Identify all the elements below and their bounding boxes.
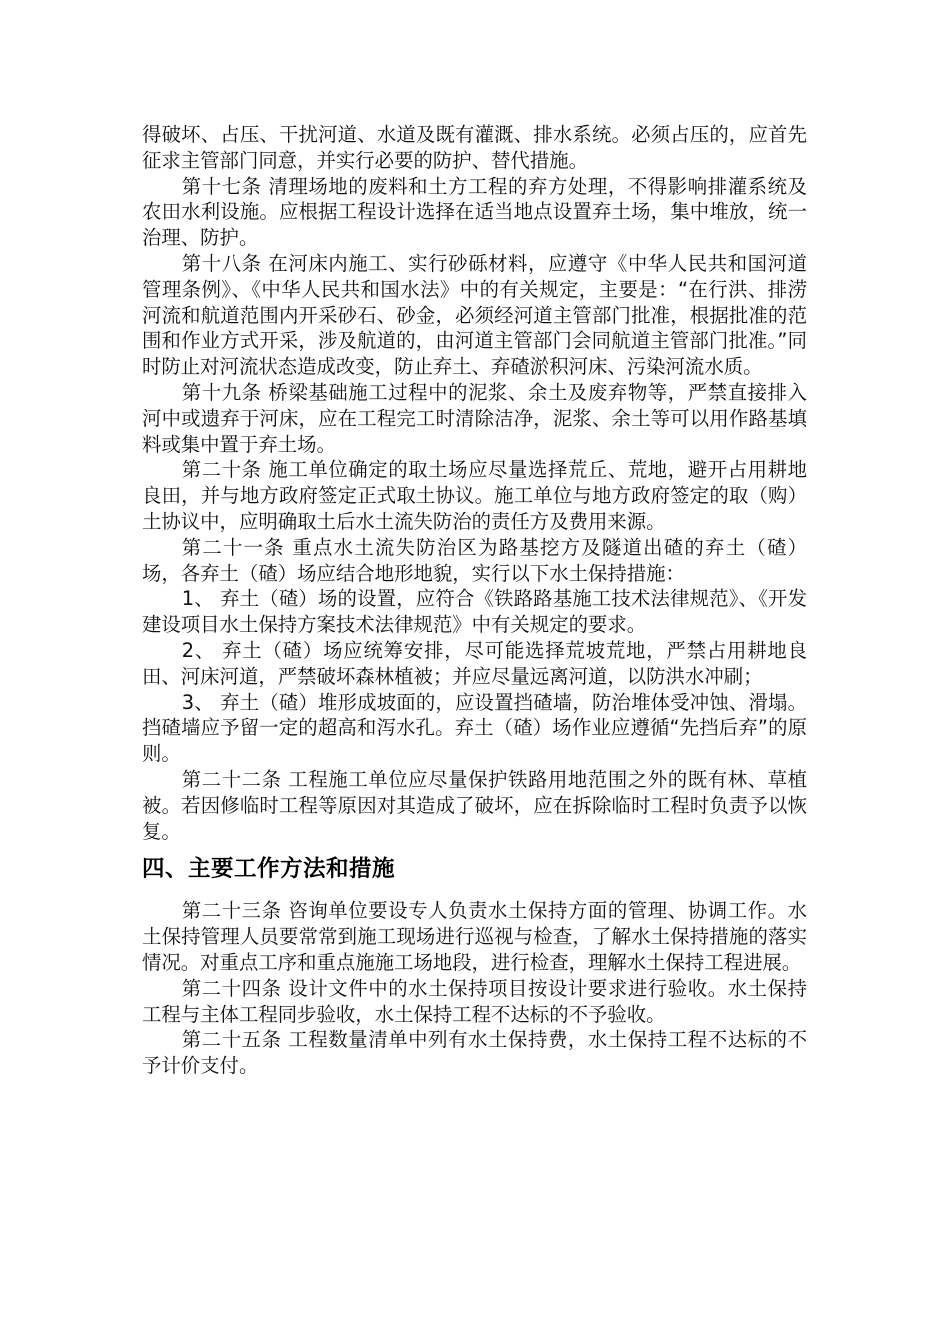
- paragraph-article-24: 第二十四条 设计文件中的水土保持项目按设计要求进行验收。水土保持工程与主体工程同步验收，水土保持工程不达标的不予验收。: [142, 976, 807, 1026]
- paragraph-article-18: 第十八条 在河床内施工、实行砂砾材料，应遵守《中华人民共和国河道管理条例》、《中华人民共和国水法》中的有关规定，主要是：“在行洪、排涝河流和航道范围内开采砂石、砂金，必须经河道主管部门批准，根据批准的范围和作业方式开采，涉及航道的，由河道主管部门会同航道主管部门批准。”同时防止对河流状态造成改变，防止弃土、弃碴淤积河床、污染河流水质。: [142, 251, 807, 379]
- paragraph-article-19: 第十九条 桥梁基础施工过程中的泥浆、余土及废弃物等，严禁直接排入河中或遗弃于河床，应在工程完工时清除洁净，泥浆、余土等可以用作路基填料或集中置于弃土场。: [142, 380, 807, 456]
- list-item-1: 1、 弃土（碴）场的设置，应符合《铁路路基施工技术法律规范》、《开发建设项目水土保持方案技术法律规范》中有关规定的要求。: [142, 587, 807, 637]
- paragraph-article-25: 第二十五条 工程数量清单中列有水土保持费，水土保持工程不达标的不予计价支付。: [142, 1028, 807, 1078]
- paragraph-continuation: 得破坏、占压、干扰河道、水道及既有灌溉、排水系统。必须占压的，应首先征求主管部门同意，并实行必要的防护、替代措施。: [142, 123, 807, 172]
- list-item-3: 3、 弃土（碴）堆形成坡面的，应设置挡碴墙，防治堆体受冲蚀、滑塌。挡碴墙应予留一定的超高和泻水孔。弃土（碴）场作业应遵循“先挡后弃”的原则。: [142, 690, 807, 766]
- paragraph-article-23: 第二十三条 咨询单位要设专人负责水土保持方面的管理、协调工作。水土保持管理人员要常常到施工现场进行巡视与检查，了解水土保持措施的落实情况。对重点工序和重点施施工场地段，进行检查，理解水土保持工程进展。: [142, 899, 807, 974]
- paragraph-article-22: 第二十二条 工程施工单位应尽量保护铁路用地范围之外的既有林、草植被。若因修临时工程等原因对其造成了破坏，应在拆除临时工程时负责予以恢复。: [142, 767, 807, 843]
- paragraph-article-20: 第二十条 施工单位确定的取土场应尽量选择荒丘、荒地，避开占用耕地良田，并与地方政府签定正式取土协议。施工单位与地方政府签定的取（购）土协议中，应明确取土后水土流失防治的责任方及费用来源。: [142, 458, 807, 533]
- document-page: [142, 122, 807, 1079]
- paragraph-article-17: 第十七条 清理场地的废料和土方工程的弃方处理，不得影响排灌系统及农田水利设施。应根据工程设计选择在适当地点设置弃土场，集中堆放，统一治理、防护。: [142, 174, 807, 250]
- paragraph-article-21: 第二十一条 重点水土流失防治区为路基挖方及隧道出碴的弃土（碴）场，各弃土（碴）场应结合地形地貌，实行以下水土保持措施：: [142, 535, 807, 585]
- list-item-2: 2、 弃土（碴）场应统筹安排，尽可能选择荒坡荒地，严禁占用耕地良田、河床河道，严禁破坏森林植被；并应尽量远离河道，以防洪水冲刷；: [142, 638, 807, 688]
- section-heading: 四、主要工作方法和措施: [142, 856, 396, 883]
